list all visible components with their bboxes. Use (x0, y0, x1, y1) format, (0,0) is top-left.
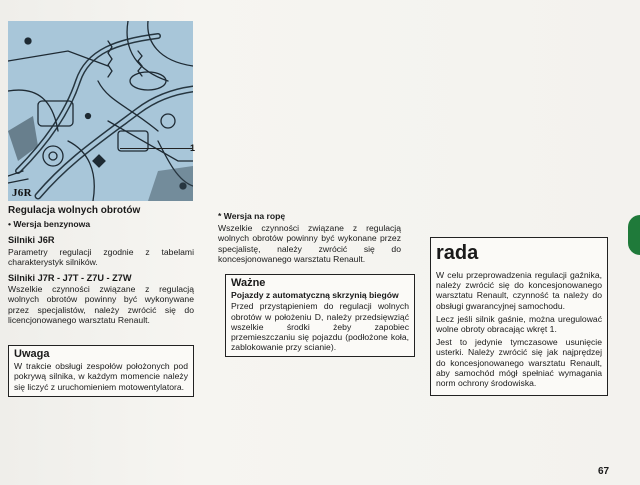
engine-illustration (8, 21, 196, 201)
rada-paragraph-1: W celu przeprowadzenia regulacji gaźnika, należy zwrócić się do koncesjonowanego warsztatu Renault, czynność ta należy do obsługi gwarancyjnej samochodu. (436, 270, 602, 311)
rada-paragraph-3: Jest to jedynie tymczasowe usunięcie usterki. Należy zwrócić się jak najprędzej do koncesjonowanego warsztatu Renault, aby samochód mógł spełniać wymagania norm ochrony środowiska. (436, 337, 602, 389)
column-left (8, 206, 194, 397)
rada-paragraph-2: Lecz jeśli silnik gaśnie, można uregulować wolne obroty obracając wkręt 1. (436, 313, 602, 335)
column-middle (218, 211, 409, 357)
petrol-version-bullet: • Wersja benzynowa (8, 219, 91, 230)
column-right (430, 237, 608, 396)
wazne-title: Ważne (231, 277, 266, 290)
section-heading: Regulacja wolnych obrotów (8, 205, 141, 216)
uwaga-title: Uwaga (14, 348, 50, 361)
j6r-engines-text: Parametry regulacji zgodnie z tabelami charakterystyk silników. (8, 246, 194, 267)
j7r-engines-text: Wszelkie czynności związane z regulacją wolnych obrotów powinny być wykonywane przez specjalistów, należy zwrócić się do licencjonowanego warsztatu Renault. (8, 284, 194, 325)
callout-line (120, 148, 192, 149)
wazne-text: Przed przystąpieniem do regulacji wolnych obrotów w położeniu D, należy przedsięwziąć wszelkie środki żeby zapobiec przemieszczaniu się pojazdu (podłożone koła, zablokowanie przy scianie). (231, 301, 409, 353)
engine-label: J6R (12, 187, 32, 199)
uwaga-text: W trakcie obsługi zespołów położonych pod pokrywą silnika, w każdym momencie należy się liczyć z uruchomieniem motowentylatora. (14, 361, 188, 392)
j6r-engines-title: Silniki J6R (8, 235, 55, 246)
callout-number: 1 (190, 143, 196, 153)
wazne-subtitle: Pojazdy z automatyczną skrzynią biegów (231, 290, 399, 301)
wazne-box (225, 274, 415, 357)
j7r-engines-title: Silniki J7R - J7T - Z7U - Z7W (8, 273, 132, 284)
page-number: 67 (598, 466, 610, 477)
diesel-version-bullet: * Wersja na ropę (218, 211, 286, 221)
engine-drawing (8, 21, 196, 201)
diesel-version-text: Wszelkie czynności związane z regulacją wolnych obrotów powinny być wykonane przez specjalistę, należy zwrócić się do koncesjonowanego warsztatu Renault. (218, 223, 401, 264)
chapter-tab (628, 215, 640, 255)
rada-box (430, 237, 608, 396)
uwaga-box (8, 345, 194, 397)
rada-title: rada (436, 242, 479, 264)
